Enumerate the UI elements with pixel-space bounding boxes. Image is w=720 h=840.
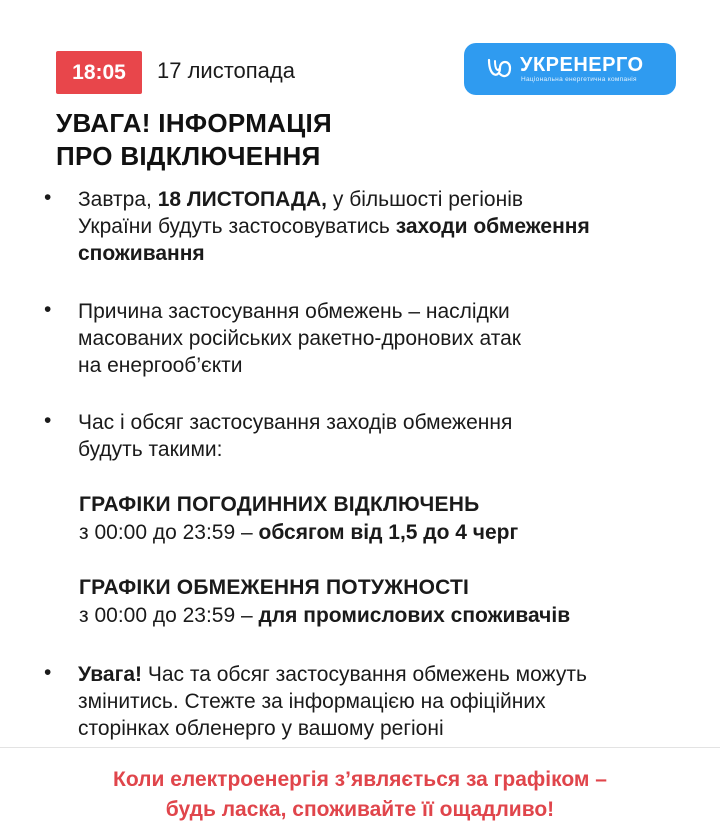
ukrenergo-logo — [464, 43, 676, 95]
schedule-block — [79, 574, 699, 630]
bullet: • — [44, 186, 52, 209]
schedule-time: з 00:00 до 23:59 – — [79, 521, 259, 544]
time-badge: 18:05 — [56, 51, 142, 94]
footer-message — [0, 765, 720, 825]
logo-subtitle: Національна енергетична компанія — [521, 76, 637, 83]
list-item — [78, 661, 698, 742]
text: у більшості регіонів — [327, 188, 524, 211]
bullet: • — [44, 409, 52, 432]
list-item — [78, 186, 698, 267]
text: Завтра, — [78, 188, 158, 211]
text: сторінках обленерго у вашому регіоні — [78, 717, 444, 740]
schedule-detail: обсягом від 1,5 до 4 черг — [258, 521, 519, 544]
text: масованих російських ракетно-дронових атак — [78, 327, 521, 350]
logo-name: УКРЕНЕРГО — [520, 54, 644, 76]
text: змінитись. Стежте за інформацією на офіційних — [78, 690, 546, 713]
highlight: споживання — [78, 242, 205, 265]
schedule-title: ГРАФІКИ ОБМЕЖЕННЯ ПОТУЖНОСТІ — [79, 576, 470, 599]
text: України будуть застосовуватись — [78, 215, 396, 238]
title-line-1: УВАГА! ІНФОРМАЦІЯ — [56, 108, 333, 138]
text: Час і обсяг застосування заходів обмеження — [78, 411, 513, 434]
highlight: заходи обмеження — [395, 215, 590, 238]
bullet: • — [44, 298, 52, 321]
schedule-detail: для промислових споживачів — [258, 604, 571, 627]
footer-line-2: будь ласка, споживайте її ощадливо! — [165, 798, 555, 821]
ukrenergo-wave-icon — [486, 56, 516, 82]
footer-line-1: Коли електроенергія з’являється за графіком – — [113, 768, 607, 791]
text: будуть такими: — [78, 438, 223, 461]
page-title — [56, 107, 332, 173]
bullet: • — [44, 661, 52, 684]
warning-label: Увага! — [78, 663, 142, 686]
date-label: 17 листопада — [157, 58, 295, 83]
divider — [0, 747, 720, 748]
date-highlight: 18 ЛИСТОПАДА, — [157, 188, 328, 211]
text: Причина застосування обмежень – наслідки — [78, 300, 510, 323]
title-line-2: ПРО ВІДКЛЮЧЕННЯ — [56, 141, 321, 171]
text: на енергооб’єкти — [78, 354, 243, 377]
list-item — [78, 409, 698, 463]
schedule-time: з 00:00 до 23:59 – — [79, 604, 259, 627]
schedule-title: ГРАФІКИ ПОГОДИННИХ ВІДКЛЮЧЕНЬ — [79, 493, 480, 516]
text: Час та обсяг застосування обмежень можуть — [142, 663, 587, 686]
schedule-block — [79, 491, 699, 547]
list-item — [78, 298, 698, 379]
